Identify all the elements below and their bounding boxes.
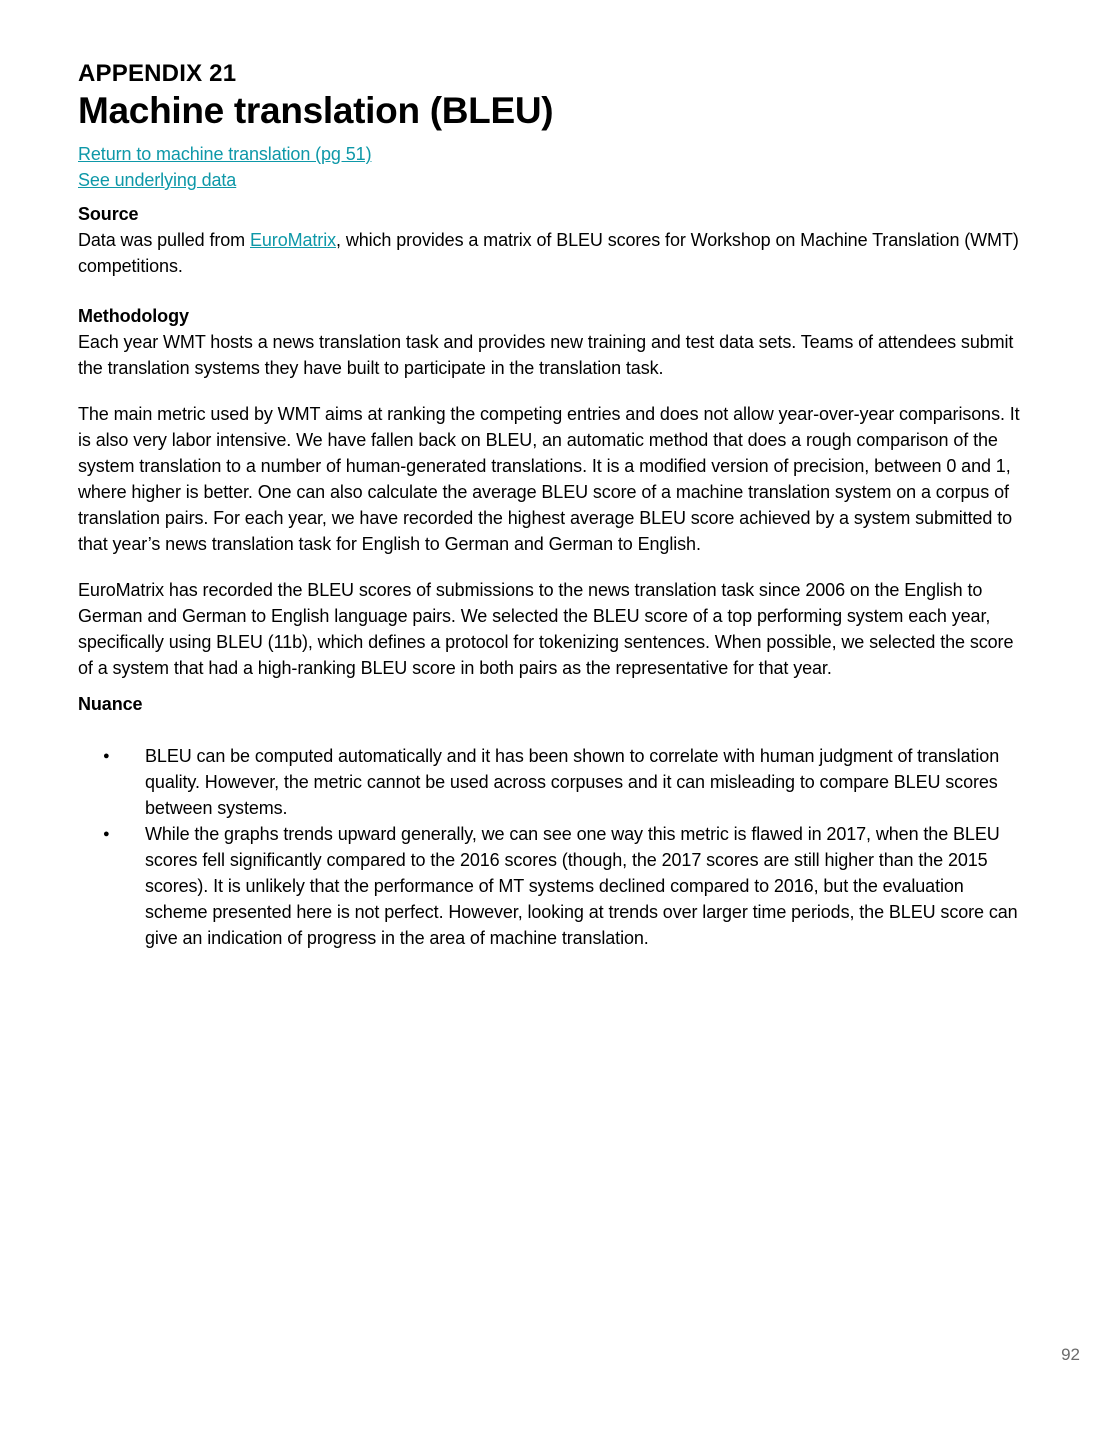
methodology-paragraph-3: EuroMatrix has recorded the BLEU scores of submissions to the news translation task since 2006 on the English to German and German to English language pairs. We selected the BLEU score of a top performing system each year, specifically using BLEU (11b), which defines a protocol for tokenizing sentences. When possible, we selected the score of a system that had a high-ranking BLEU score in both pairs as the representative for that year. bbox=[78, 580, 1014, 678]
source-section bbox=[78, 201, 1031, 279]
nuance-bullet-1: ● BLEU can be computed automatically and it has been shown to correlate with human judgment of translation quality. However, the metric cannot be used across corpuses and it can misleading to compare BLEU scores between systems. bbox=[145, 743, 1031, 821]
nuance-section bbox=[78, 691, 1031, 951]
methodology-section bbox=[78, 303, 1031, 681]
methodology-heading: Methodology bbox=[78, 306, 189, 326]
return-to-machine-translation-link[interactable]: Return to machine translation (pg 51) bbox=[78, 144, 372, 164]
methodology-paragraph-2: The main metric used by WMT aims at ranking the competing entries and does not allow year-over-year comparisons. It is also very labor intensive. We have fallen back on BLEU, an automatic method that does a rough comparison of the system translation to a number of human-generated translations. It is a modified version of precision, between 0 and 1, where higher is better. One can also calculate the average BLEU score of a machine translation system on a corpus of translation pairs. For each year, we have recorded the highest average BLEU score achieved by a system submitted to that year’s news translation task for English to German and German to English. bbox=[78, 404, 1020, 554]
nuance-bullet-list bbox=[78, 743, 1031, 951]
nuance-heading: Nuance bbox=[78, 694, 143, 714]
header-links bbox=[78, 141, 1031, 193]
nuance-bullet-2: ● While the graphs trends upward generally, we can see one way this metric is flawed in 2017, when the BLEU scores fell significantly compared to the 2016 scores (though, the 2017 scores are still higher than the 2015 scores). It is unlikely that the performance of MT systems declined compared to 2016, but the evaluation scheme presented here is not perfect. However, looking at trends over larger time periods, the BLEU score can give an indication of progress in the area of machine translation. bbox=[145, 821, 1031, 951]
source-paragraph bbox=[78, 227, 1031, 279]
source-text-before-link: Data was pulled from bbox=[78, 230, 250, 250]
document-header bbox=[78, 58, 1031, 193]
euromatrix-link[interactable]: EuroMatrix bbox=[249, 230, 337, 250]
source-heading: Source bbox=[78, 204, 139, 224]
page-number: 92 bbox=[1061, 1345, 1080, 1364]
page-title: Machine translation (BLEU) bbox=[78, 90, 554, 131]
methodology-paragraph-1: Each year WMT hosts a news translation task and provides new training and test data sets. Teams of attendees submit the translation systems they have built to participate in the translation task. bbox=[78, 332, 1014, 378]
source-text-after-link: , which provides a matrix of BLEU scores for Workshop on Machine Translation (WMT) competitions. bbox=[78, 230, 1019, 276]
appendix-label: APPENDIX 21 bbox=[78, 60, 237, 87]
see-underlying-data-link[interactable]: See underlying data bbox=[78, 170, 237, 190]
